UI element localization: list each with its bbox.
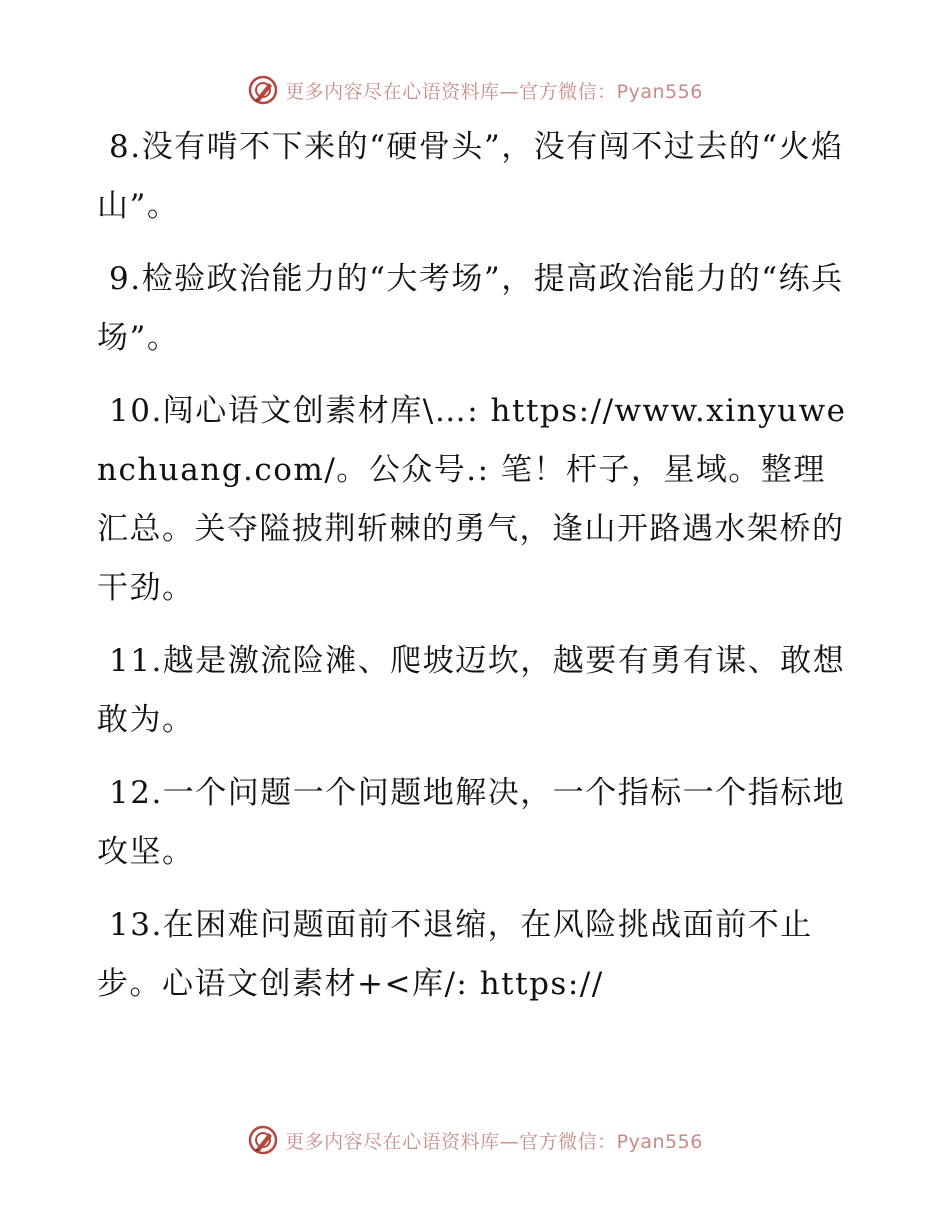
list-item: 8.没有啃不下来的“硬骨头”，没有闯不过去的“火焰山”。: [97, 129, 844, 224]
watermark-text: 更多内容尽在心语资料库—官方微信：Pyan556: [285, 80, 703, 103]
list-item: 11.越是激流险滩、爬坡迈坎，越要有勇有谋、敢想敢为。: [97, 643, 846, 738]
watermark-text: 更多内容尽在心语资料库—官方微信：Pyan556: [285, 1130, 703, 1153]
document-body: [97, 118, 857, 1028]
list-item: 13.在困难问题面前不退缩，在风险挑战面前不止步。心语文创素材+<库/: https://: [97, 907, 813, 1002]
list-item: 9.检验政治能力的“大考场”，提高政治能力的“练兵场”。: [97, 261, 844, 356]
footer-watermark: [0, 1120, 950, 1160]
header-watermark: [0, 70, 950, 110]
pen-logo-icon: [247, 74, 279, 106]
list-item: 10.闯心语文创素材库\…: https://www.xinyuwenchuang.com/。公众号.: 笔！杆子，星域。整理汇总。关夺隘披荆斩棘的勇气，逢山开路遇水架桥的干劲。: [97, 393, 847, 606]
pen-logo-icon: [247, 1124, 279, 1156]
list-item: 12.一个问题一个问题地解决，一个指标一个指标地攻坚。: [97, 775, 846, 870]
